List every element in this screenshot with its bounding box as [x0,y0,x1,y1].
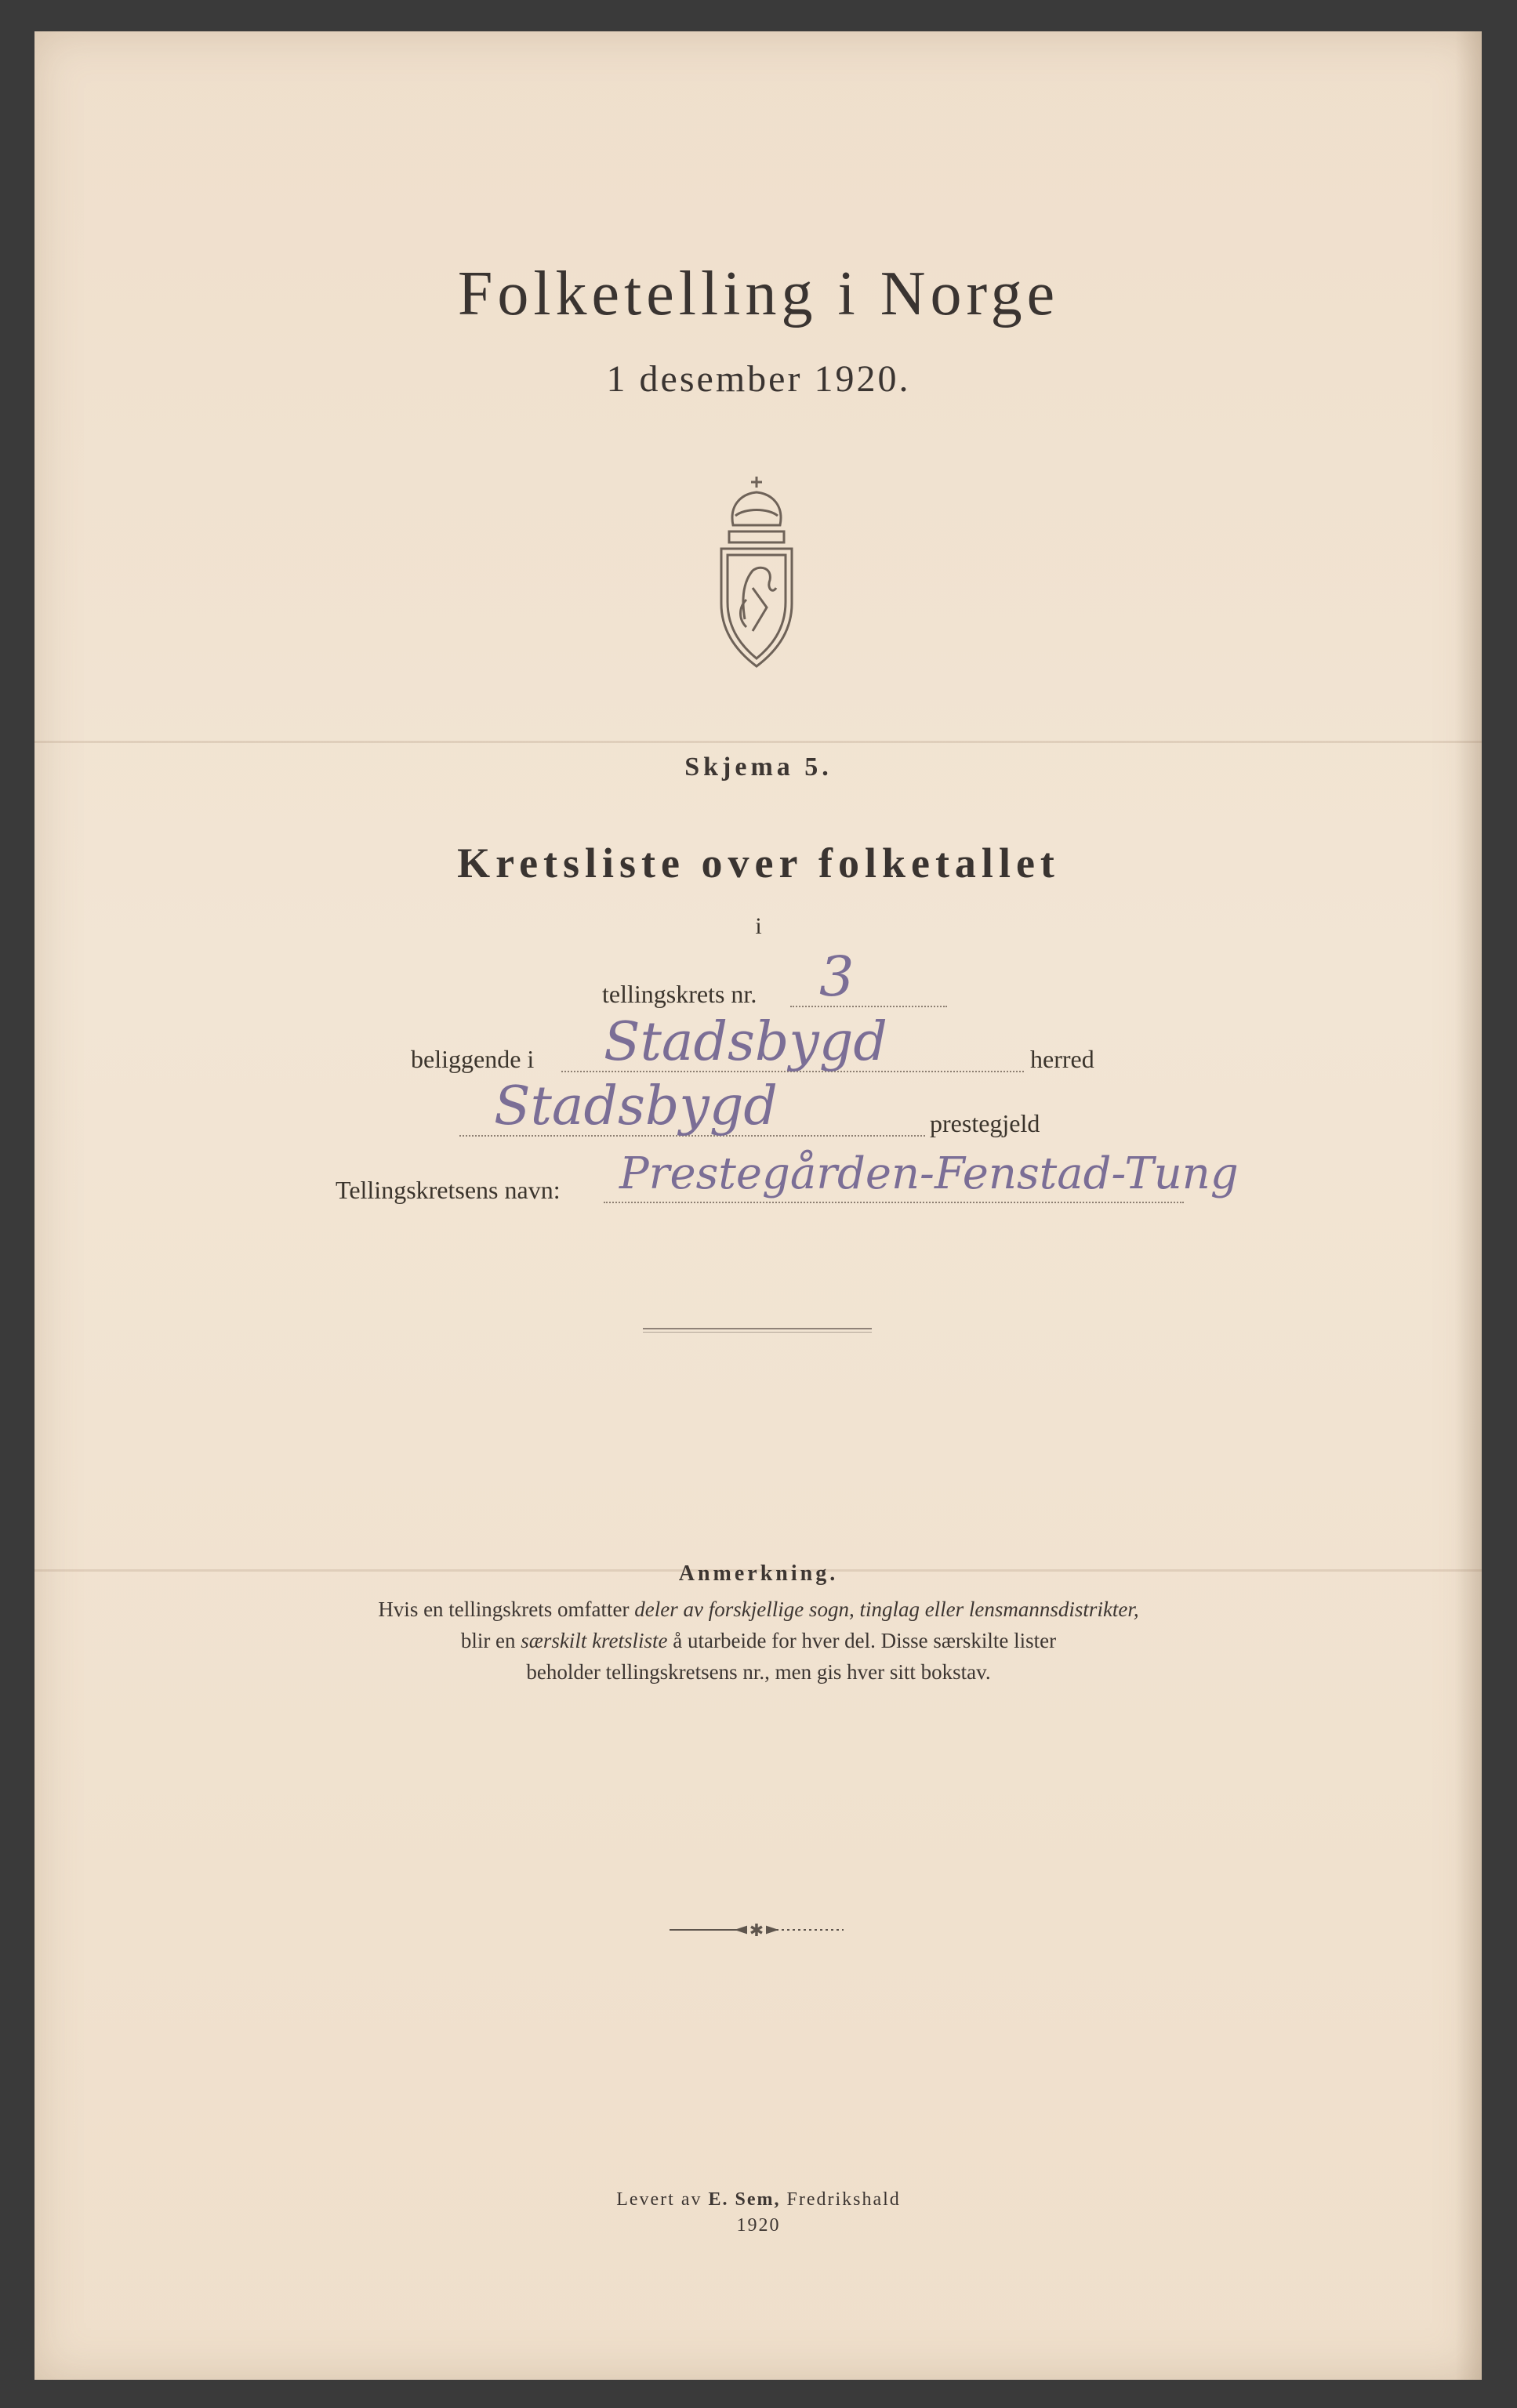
svg-text:✱: ✱ [749,1921,764,1939]
census-date: 1 desember 1920. [606,358,911,400]
krets-name-field[interactable]: Prestegården-Fenstad-Tung [619,1148,1239,1199]
schema-number: Skjema 5. [684,752,833,782]
print-year: 1920 [736,2215,781,2236]
krets-name-label: Tellingskretsens navn: [336,1176,561,1204]
krets-number-field[interactable]: 3 [819,945,855,1009]
herred-label: herred [1030,1045,1094,1073]
printer-location: Fredrikshald [780,2189,901,2210]
fold-line [34,741,1482,743]
note-line-2 [0,1625,1517,1656]
note-heading: Anmerkning. [678,1561,839,1586]
krets-name-field-line [604,1202,1184,1203]
note-text: Hvis en tellingskrets omfatter [378,1597,635,1621]
beliggende-label: beliggende i [411,1045,535,1073]
prestegjeld-field[interactable]: Stadsbygd [494,1075,778,1137]
note-line-3: beholder tellingskretsens nr., men gis hver sitt bokstav. [526,1660,991,1684]
divider-rule [643,1328,872,1333]
note-text: å utarbeide for hver del. Disse særskilte lister [667,1629,1057,1652]
preposition-label: i [755,913,762,939]
printer-name: E. Sem, [708,2189,781,2210]
note-emphasis: særskilt kretsliste [521,1629,668,1652]
printer-credit [0,2189,1517,2210]
krets-label: tellingskrets nr. [602,980,757,1008]
star-ornament-icon [666,1920,847,1939]
note-line-1 [0,1594,1517,1625]
herred-field[interactable]: Stadsbygd [604,1011,887,1073]
prestegjeld-label: prestegjeld [930,1109,1040,1137]
note-emphasis: deler av forskjellige sogn, tinglag eller lensmannsdistrikter, [634,1597,1139,1621]
note-text: blir en [460,1629,521,1652]
printer-credit-text: Levert av [616,2189,709,2210]
krets-field-line [790,1006,947,1007]
page-title: Folketelling i Norge [457,259,1060,328]
norwegian-coat-of-arms-icon [698,470,815,674]
form-heading: Kretsliste over folketallet [457,840,1060,887]
